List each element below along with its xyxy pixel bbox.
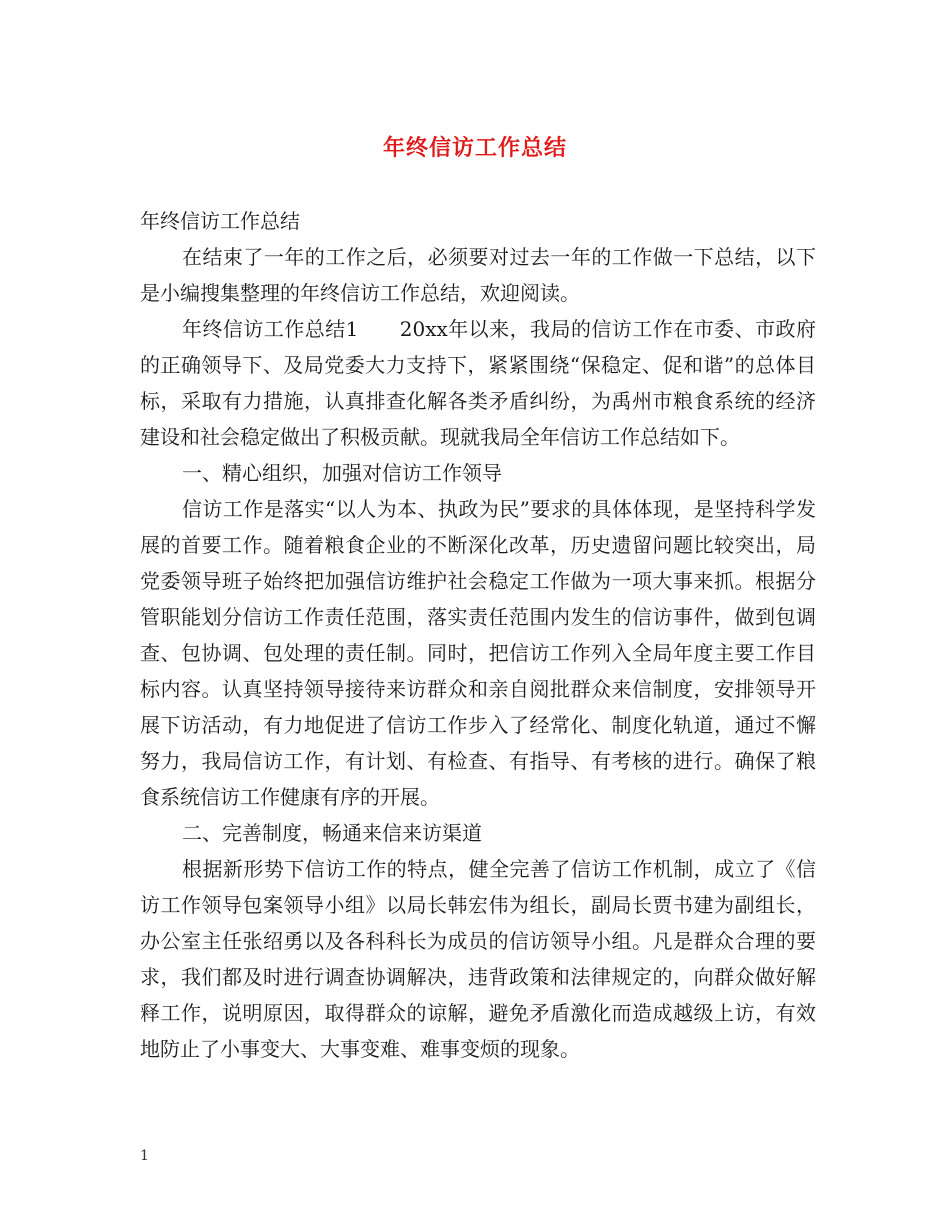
- section-heading-2: 二、完善制度，畅通来信来访渠道: [182, 821, 482, 845]
- paragraph-summary-1: 年终信访工作总结1 20xx年以来，我局的信访工作在市委、市政府的正确领导下、及局党委大力支持下，紧紧围绕“保稳定、促和谐”的总体目标，采取有力措施，认真排查化解各类矛盾纠纷，为禹州市粮食系统的经济建设和社会稳定做出了积极贡献。现就我局全年信访工作总结如下。: [140, 317, 816, 449]
- document-body: [140, 203, 816, 1067]
- paragraph-section-1: 信访工作是落实“以人为本、执政为民”要求的具体体现，是坚持科学发展的首要工作。随着粮食企业的不断深化改革，历史遗留问题比较突出，局党委领导班子始终把加强信访维护社会稳定工作做为一项大事来抓。根据分管职能划分信访工作责任范围，落实责任范围内发生的信访事件，做到包调查、包协调、包处理的责任制。同时，把信访工作列入全局年度主要工作目标内容。认真坚持领导接待来访群众和亲自阅批群众来信制度，安排领导开展下访活动，有力地促进了信访工作步入了经常化、制度化轨道，通过不懈努力，我局信访工作，有计划、有检查、有指导、有考核的进行。确保了粮食系统信访工作健康有序的开展。: [140, 497, 816, 809]
- paragraph-section-2: 根据新形势下信访工作的特点，健全完善了信访工作机制，成立了《信访工作领导包案领导小组》以局长韩宏伟为组长，副局长贾书建为副组长，办公室主任张绍勇以及各科科长为成员的信访领导小组。凡是群众合理的要求，我们都及时进行调查协调解决，违背政策和法律规定的，向群众做好解释工作，说明原因，取得群众的谅解，避免矛盾激化而造成越级上访，有效地防止了小事变大、大事变难、难事变烦的现象。: [140, 857, 816, 1061]
- document-title: 年终信访工作总结: [382, 135, 567, 161]
- document-subtitle: 年终信访工作总结: [140, 209, 300, 233]
- section-heading-1: 一、精心组织，加强对信访工作领导: [182, 461, 502, 485]
- paragraph-intro: 在结束了一年的工作之后，必须要对过去一年的工作做一下总结，以下是小编搜集整理的年终信访工作总结，欢迎阅读。: [140, 245, 816, 305]
- page-number: 1: [140, 1148, 149, 1164]
